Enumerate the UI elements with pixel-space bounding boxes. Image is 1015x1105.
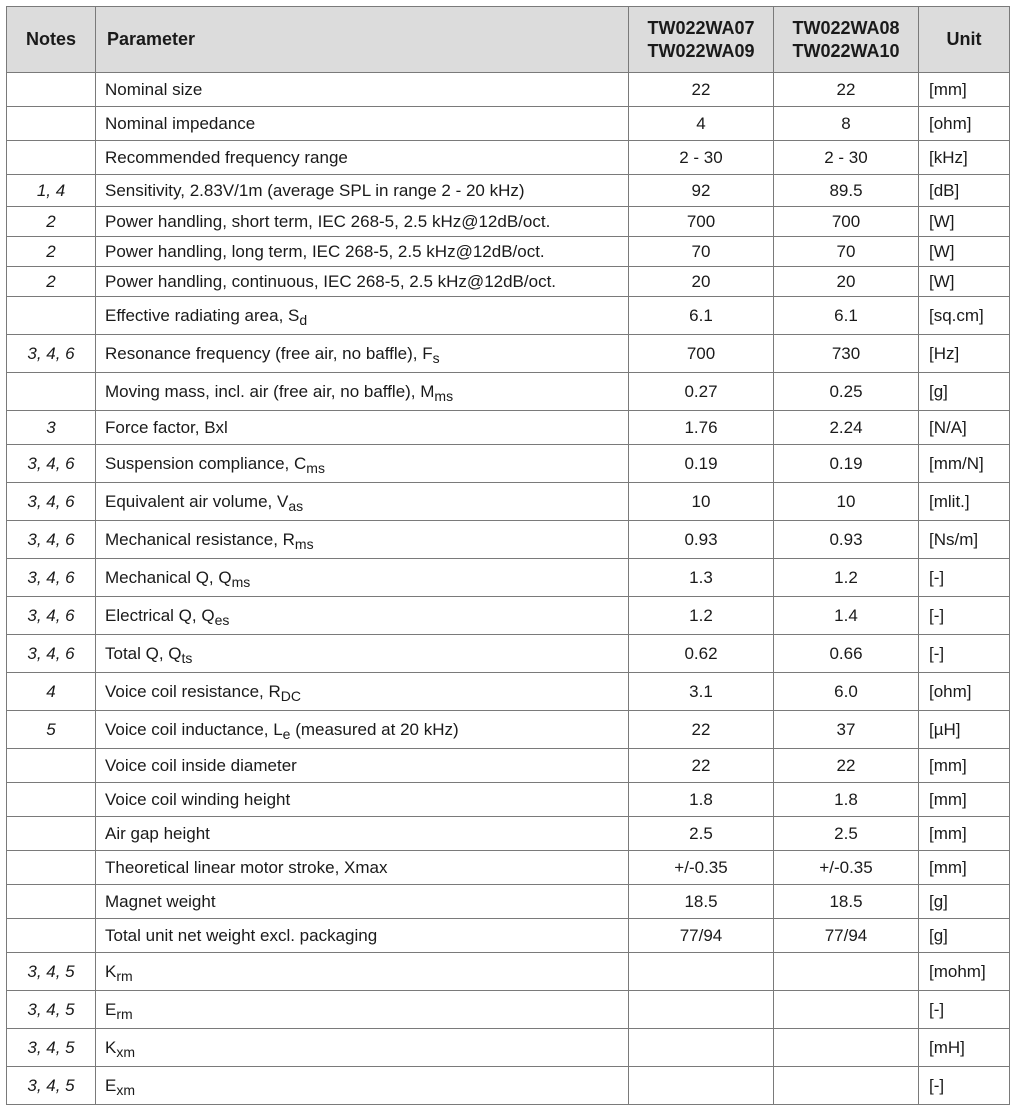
- model-b-value: 70: [774, 237, 919, 267]
- parameter-cell: [96, 597, 629, 635]
- parameter-text: Sensitivity, 2.83V/1m (average SPL in range 2 - 20 kHz): [105, 180, 525, 200]
- parameter-text: Air gap height: [105, 823, 210, 843]
- parameter-subscript: d: [299, 311, 308, 328]
- parameter-subscript: xm: [116, 1081, 136, 1098]
- parameter-text: Power handling, short term, IEC 268-5, 2.5 kHz@12dB/oct.: [105, 211, 551, 231]
- parameter-text: Power handling, long term, IEC 268-5, 2.5 kHz@12dB/oct.: [105, 241, 545, 261]
- parameter-cell: [96, 817, 629, 851]
- parameter-subscript: s: [432, 349, 440, 366]
- notes-cell: 3, 4, 5: [7, 1067, 96, 1105]
- unit-cell: [kHz]: [919, 141, 1010, 175]
- model-a-value: 0.19: [629, 445, 774, 483]
- model-a-value: 3.1: [629, 673, 774, 711]
- model-a-value: 92: [629, 175, 774, 207]
- model-b-value: 0.19: [774, 445, 919, 483]
- parameter-subscript: as: [288, 497, 304, 514]
- parameter-text: Total unit net weight excl. packaging: [105, 925, 378, 945]
- parameter-text: Electrical Q, Q: [105, 605, 215, 625]
- table-row: [7, 919, 1010, 953]
- parameter-text: K: [105, 1037, 117, 1057]
- model-b-value: 22: [774, 749, 919, 783]
- parameter-subscript: ms: [306, 459, 325, 476]
- model-a-value: [629, 1067, 774, 1105]
- model-b-value: 37: [774, 711, 919, 749]
- model-a-value: [629, 991, 774, 1029]
- parameter-text: Voice coil winding height: [105, 789, 291, 809]
- table-row: [7, 559, 1010, 597]
- model-b-value: 700: [774, 207, 919, 237]
- unit-cell: [mm]: [919, 817, 1010, 851]
- model-b-value: [774, 991, 919, 1029]
- table-row: [7, 851, 1010, 885]
- table-row: [7, 73, 1010, 107]
- notes-header: Notes: [7, 7, 96, 73]
- parameter-subscript: rm: [116, 1005, 133, 1022]
- notes-cell: [7, 107, 96, 141]
- notes-cell: [7, 73, 96, 107]
- model-b-value: 89.5: [774, 175, 919, 207]
- table-row: [7, 597, 1010, 635]
- parameter-cell: [96, 73, 629, 107]
- parameter-cell: [96, 673, 629, 711]
- unit-cell: [mm/N]: [919, 445, 1010, 483]
- parameter-cell: [96, 141, 629, 175]
- unit-cell: [mm]: [919, 73, 1010, 107]
- model-b-line2: TW022WA10: [792, 40, 900, 61]
- notes-cell: 2: [7, 267, 96, 297]
- notes-cell: 4: [7, 673, 96, 711]
- model-a-value: 2.5: [629, 817, 774, 851]
- unit-header: Unit: [919, 7, 1010, 73]
- unit-cell: [mlit.]: [919, 483, 1010, 521]
- parameter-text: Voice coil resistance, R: [105, 681, 281, 701]
- table-row: [7, 1067, 1010, 1105]
- notes-cell: 5: [7, 711, 96, 749]
- parameter-text: Total Q, Q: [105, 643, 182, 663]
- notes-cell: [7, 141, 96, 175]
- parameter-subscript: ms: [231, 573, 251, 590]
- model-b-value: 0.66: [774, 635, 919, 673]
- model-b-value: 2.5: [774, 817, 919, 851]
- unit-cell: [Hz]: [919, 335, 1010, 373]
- table-row: [7, 207, 1010, 237]
- table-row: [7, 373, 1010, 411]
- unit-cell: [g]: [919, 919, 1010, 953]
- unit-cell: [mm]: [919, 783, 1010, 817]
- parameter-cell: [96, 635, 629, 673]
- unit-cell: [g]: [919, 885, 1010, 919]
- notes-cell: [7, 919, 96, 953]
- model-a-value: [629, 953, 774, 991]
- parameter-subscript: xm: [116, 1043, 136, 1060]
- parameter-text: Nominal impedance: [105, 113, 256, 133]
- parameter-cell: [96, 175, 629, 207]
- notes-cell: 3, 4, 6: [7, 597, 96, 635]
- model-b-value: 0.25: [774, 373, 919, 411]
- model-a-value: 700: [629, 207, 774, 237]
- unit-cell: [W]: [919, 267, 1010, 297]
- table-row: [7, 673, 1010, 711]
- model-a-value: +/-0.35: [629, 851, 774, 885]
- notes-cell: 3, 4, 6: [7, 483, 96, 521]
- parameter-cell: [96, 297, 629, 335]
- table-row: [7, 953, 1010, 991]
- parameter-cell: [96, 559, 629, 597]
- parameter-cell: [96, 267, 629, 297]
- unit-cell: [mohm]: [919, 953, 1010, 991]
- parameter-subscript: rm: [116, 967, 133, 984]
- notes-cell: 2: [7, 237, 96, 267]
- unit-cell: [-]: [919, 597, 1010, 635]
- table-row: [7, 521, 1010, 559]
- model-a-value: 6.1: [629, 297, 774, 335]
- model-b-value: 8: [774, 107, 919, 141]
- model-b-value: 6.1: [774, 297, 919, 335]
- parameter-subscript: ts: [181, 649, 193, 666]
- table-row: [7, 991, 1010, 1029]
- table-row: [7, 635, 1010, 673]
- model-a-value: 20: [629, 267, 774, 297]
- unit-cell: [dB]: [919, 175, 1010, 207]
- model-b-value: [774, 953, 919, 991]
- table-row: [7, 749, 1010, 783]
- notes-cell: 3: [7, 411, 96, 445]
- unit-cell: [-]: [919, 559, 1010, 597]
- model-a-header: [629, 7, 774, 73]
- parameter-cell: [96, 373, 629, 411]
- parameter-cell: [96, 335, 629, 373]
- unit-cell: [ohm]: [919, 107, 1010, 141]
- model-b-value: +/-0.35: [774, 851, 919, 885]
- parameter-text: Mechanical resistance, R: [105, 529, 295, 549]
- model-a-value: 22: [629, 749, 774, 783]
- model-a-value: 22: [629, 711, 774, 749]
- model-b-value: [774, 1029, 919, 1067]
- unit-cell: [ohm]: [919, 673, 1010, 711]
- parameter-text: Effective radiating area, S: [105, 305, 300, 325]
- unit-cell: [-]: [919, 635, 1010, 673]
- parameter-text: Power handling, continuous, IEC 268-5, 2.5 kHz@12dB/oct.: [105, 271, 557, 291]
- parameter-subscript: e: [282, 725, 291, 742]
- notes-cell: 3, 4, 6: [7, 335, 96, 373]
- table-row: [7, 411, 1010, 445]
- table-row: [7, 817, 1010, 851]
- model-a-value: 70: [629, 237, 774, 267]
- parameter-cell: [96, 711, 629, 749]
- parameter-text: Voice coil inductance, L: [105, 719, 283, 739]
- parameter-text: Nominal size: [105, 79, 203, 99]
- notes-cell: 2: [7, 207, 96, 237]
- parameter-cell: [96, 919, 629, 953]
- model-b-line1: TW022WA08: [792, 17, 900, 38]
- unit-cell: [sq.cm]: [919, 297, 1010, 335]
- parameter-cell: [96, 1029, 629, 1067]
- parameter-text: Moving mass, incl. air (free air, no baffle), M: [105, 381, 435, 401]
- table-row: [7, 175, 1010, 207]
- model-a-value: 10: [629, 483, 774, 521]
- unit-cell: [µH]: [919, 711, 1010, 749]
- model-b-value: 1.4: [774, 597, 919, 635]
- notes-cell: [7, 783, 96, 817]
- model-b-value: 20: [774, 267, 919, 297]
- model-b-value: 10: [774, 483, 919, 521]
- parameter-text: Voice coil inside diameter: [105, 755, 297, 775]
- parameter-suffix: (measured at 20 kHz): [290, 719, 459, 739]
- parameter-cell: [96, 207, 629, 237]
- model-b-value: 18.5: [774, 885, 919, 919]
- notes-cell: [7, 297, 96, 335]
- parameter-text: K: [105, 961, 117, 981]
- model-a-value: 1.3: [629, 559, 774, 597]
- model-a-value: [629, 1029, 774, 1067]
- notes-cell: 3, 4, 5: [7, 1029, 96, 1067]
- parameter-subscript: ms: [434, 387, 454, 404]
- notes-cell: [7, 885, 96, 919]
- notes-cell: 3, 4, 6: [7, 635, 96, 673]
- parameter-cell: [96, 1067, 629, 1105]
- model-a-value: 4: [629, 107, 774, 141]
- parameter-text: Force factor, Bxl: [105, 417, 228, 437]
- parameter-cell: [96, 953, 629, 991]
- model-a-value: 1.2: [629, 597, 774, 635]
- unit-cell: [mH]: [919, 1029, 1010, 1067]
- unit-cell: [Ns/m]: [919, 521, 1010, 559]
- header-row: [7, 7, 1010, 73]
- parameter-text: Recommended frequency range: [105, 147, 348, 167]
- notes-cell: 3, 4, 6: [7, 445, 96, 483]
- model-b-value: 1.2: [774, 559, 919, 597]
- table-row: [7, 711, 1010, 749]
- spec-table: [6, 6, 1010, 1105]
- table-row: [7, 783, 1010, 817]
- table-row: [7, 445, 1010, 483]
- parameter-subscript: es: [214, 611, 230, 628]
- parameter-header: Parameter: [96, 7, 629, 73]
- parameter-cell: [96, 411, 629, 445]
- model-b-value: 730: [774, 335, 919, 373]
- parameter-text: Suspension compliance, C: [105, 453, 307, 473]
- unit-cell: [-]: [919, 991, 1010, 1029]
- parameter-text: Resonance frequency (free air, no baffle), F: [105, 343, 433, 363]
- model-a-value: 2 - 30: [629, 141, 774, 175]
- model-b-value: 77/94: [774, 919, 919, 953]
- model-b-value: 0.93: [774, 521, 919, 559]
- parameter-text: Mechanical Q, Q: [105, 567, 232, 587]
- table-row: [7, 141, 1010, 175]
- parameter-cell: [96, 885, 629, 919]
- table-row: [7, 885, 1010, 919]
- unit-cell: [N/A]: [919, 411, 1010, 445]
- parameter-text: E: [105, 1075, 117, 1095]
- model-b-value: 6.0: [774, 673, 919, 711]
- model-b-value: 1.8: [774, 783, 919, 817]
- model-a-value: 1.8: [629, 783, 774, 817]
- table-row: [7, 107, 1010, 141]
- unit-cell: [mm]: [919, 749, 1010, 783]
- model-a-value: 22: [629, 73, 774, 107]
- model-a-value: 1.76: [629, 411, 774, 445]
- unit-cell: [mm]: [919, 851, 1010, 885]
- parameter-cell: [96, 991, 629, 1029]
- model-a-value: 700: [629, 335, 774, 373]
- parameter-subscript: DC: [280, 687, 301, 704]
- parameter-text: E: [105, 999, 117, 1019]
- parameter-subscript: ms: [294, 535, 314, 552]
- parameter-text: Magnet weight: [105, 891, 216, 911]
- unit-cell: [-]: [919, 1067, 1010, 1105]
- unit-cell: [W]: [919, 207, 1010, 237]
- model-a-value: 0.93: [629, 521, 774, 559]
- parameter-cell: [96, 237, 629, 267]
- notes-cell: 3, 4, 6: [7, 521, 96, 559]
- parameter-cell: [96, 749, 629, 783]
- table-row: [7, 1029, 1010, 1067]
- table-row: [7, 335, 1010, 373]
- notes-cell: [7, 817, 96, 851]
- unit-cell: [W]: [919, 237, 1010, 267]
- parameter-cell: [96, 851, 629, 885]
- model-a-line1: TW022WA07: [647, 17, 755, 38]
- table-row: [7, 297, 1010, 335]
- model-b-value: 2.24: [774, 411, 919, 445]
- notes-cell: 3, 4, 5: [7, 953, 96, 991]
- notes-cell: [7, 749, 96, 783]
- table-row: [7, 267, 1010, 297]
- parameter-text: Equivalent air volume, V: [105, 491, 289, 511]
- notes-cell: 3, 4, 5: [7, 991, 96, 1029]
- unit-cell: [g]: [919, 373, 1010, 411]
- parameter-cell: [96, 521, 629, 559]
- model-b-value: 22: [774, 73, 919, 107]
- notes-cell: [7, 373, 96, 411]
- parameter-cell: [96, 107, 629, 141]
- parameter-cell: [96, 783, 629, 817]
- table-row: [7, 237, 1010, 267]
- parameter-text: Theoretical linear motor stroke, Xmax: [105, 857, 388, 877]
- model-b-value: 2 - 30: [774, 141, 919, 175]
- parameter-cell: [96, 483, 629, 521]
- parameter-cell: [96, 445, 629, 483]
- table-row: [7, 483, 1010, 521]
- notes-cell: [7, 851, 96, 885]
- model-b-header: [774, 7, 919, 73]
- model-a-value: 0.27: [629, 373, 774, 411]
- model-a-value: 18.5: [629, 885, 774, 919]
- notes-cell: 3, 4, 6: [7, 559, 96, 597]
- model-b-value: [774, 1067, 919, 1105]
- model-a-value: 0.62: [629, 635, 774, 673]
- model-a-value: 77/94: [629, 919, 774, 953]
- model-a-line2: TW022WA09: [647, 40, 755, 61]
- notes-cell: 1, 4: [7, 175, 96, 207]
